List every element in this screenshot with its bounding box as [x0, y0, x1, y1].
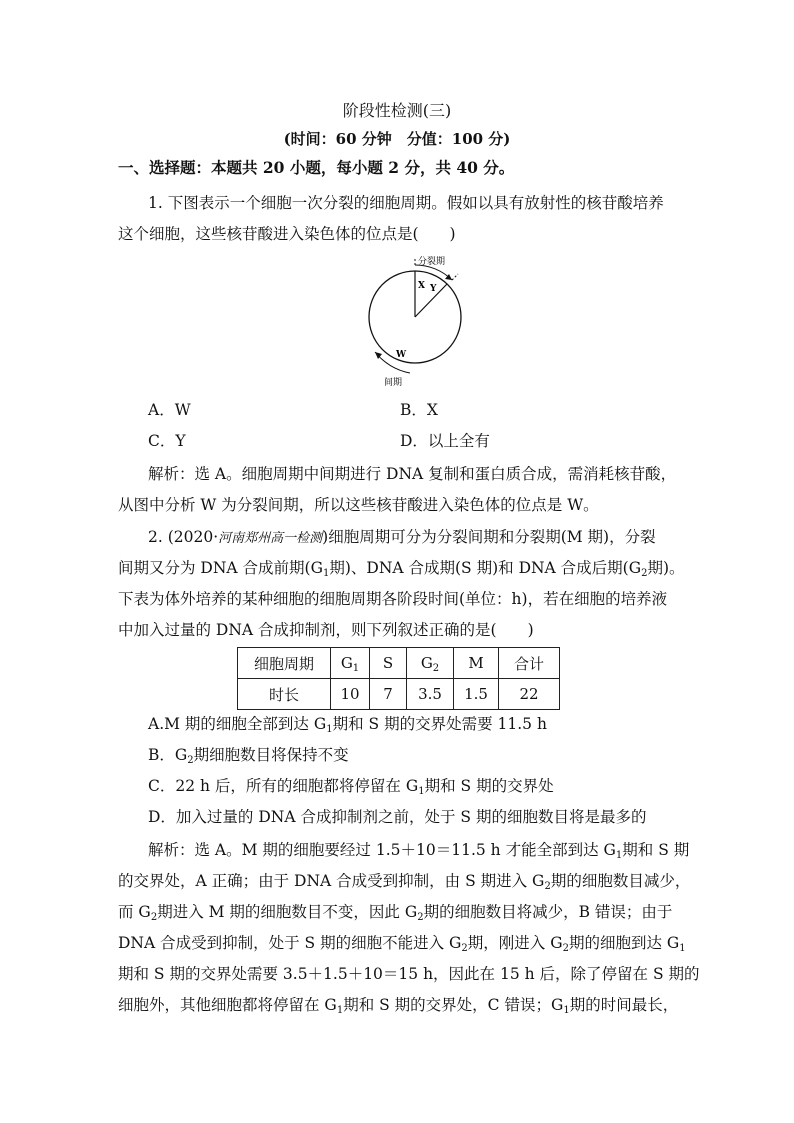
q1-stem-line1: 1. 下图表示一个细胞一次分裂的细胞周期。假如以具有放射性的核苷酸培养 [148, 194, 664, 212]
q2-source: 河南郑州高一检测 [218, 531, 323, 546]
label-w: W [396, 350, 407, 360]
q2-analysis-line1: 解析：选 A。M 期的细胞要经过 1.5＋10＝11.5 h 才能全部到达 $G_1$期和 S 期 [148, 841, 690, 861]
q2-option-a: A.M 期的细胞全部到达 $G_1$期和 S 期的交界处需要 11.5 h [148, 715, 547, 735]
q2-stem-line2: 间期又分为 DNA 合成前期($G_1$期)、DNA 合成期(S 期)和 DNA 合成后期($G_2$期)。 [118, 559, 685, 579]
label-interphase: 间期 [384, 378, 403, 388]
table-row: 时长 10 7 3.5 1.5 22 [238, 679, 560, 710]
label-y: Y [430, 284, 437, 294]
q2-stem-line1: 2. (2020·河南郑州高一检测)细胞周期可分为分裂间期和分裂期(M 期)，分裂 [148, 528, 656, 546]
label-split: 分裂期 [418, 257, 446, 267]
q2-option-b: B．$G_2$期细胞数目将保持不变 [148, 746, 349, 766]
q1-analysis-line1: 解析：选 A。细胞周期中间期进行 DNA 复制和蛋白质合成，需消耗核苷酸， [148, 465, 677, 483]
q2-stem-line4: 中加入过量的 DNA 合成抑制剂，则下列叙述正确的是( ) [118, 621, 534, 639]
q1-stem-line2: 这个细胞，这些核苷酸进入染色体的位点是( ) [118, 225, 456, 243]
q2-analysis-line5: 期和 S 期的交界处需要 3.5＋1.5＋10＝15 h，因此在 15 h 后，除了停留在 S 期的 [118, 965, 700, 983]
q2-analysis-line3: 而 $G_2$期进入 M 期的细胞数目不变，因此 $G_2$期的细胞数目将减少，B 错误；由于 [118, 903, 673, 923]
q2-stem-line3: 下表为体外培养的某种细胞的细胞周期各阶段时间(单位：h)，若在细胞的培养液 [118, 590, 668, 608]
table-header-row: 细胞周期 $G_1$ S $G_2$ M 合计 [238, 648, 560, 679]
exam-info: (时间：60 分钟 分值：100 分) [283, 130, 511, 148]
cell-cycle-diagram [360, 252, 470, 392]
q2-analysis-line6: 细胞外，其他细胞都将停留在 $G_1$期和 S 期的交界处，C 错误；$G_1$期的时间最长， [118, 996, 679, 1016]
q2-option-d: D．加入过量的 DNA 合成抑制剂之前，处于 S 期的细胞数目将是最多的 [148, 808, 647, 826]
q1-option-d: D．以上全有 [400, 432, 490, 450]
section-heading: 一、选择题：本题共 20 小题，每小题 2 分，共 40 分。 [118, 158, 515, 177]
q2-analysis-line4: DNA 合成受到抑制，处于 S 期的细胞不能进入 $G_2$期，刚进入 $G_2$期的细胞到达 $G_1$ [118, 934, 686, 954]
cell-cycle-table [237, 647, 560, 710]
q2-analysis-line2: 的交界处，A 正确；由于 DNA 合成受到抑制，由 S 期进入 $G_2$期的细胞数目减少， [118, 872, 691, 892]
q1-analysis-line2: 从图中分析 W 为分裂间期，所以这些核苷酸进入染色体的位点是 W。 [118, 496, 599, 514]
q1-option-a: A．W [148, 401, 191, 419]
label-x: X [418, 281, 425, 291]
q1-option-c: C．Y [148, 432, 186, 450]
page-title: 阶段性检测(三) [342, 101, 452, 120]
q2-option-c: C．22 h 后，所有的细胞都将停留在 $G_1$期和 S 期的交界处 [148, 777, 554, 797]
q1-option-b: B．X [400, 401, 438, 419]
